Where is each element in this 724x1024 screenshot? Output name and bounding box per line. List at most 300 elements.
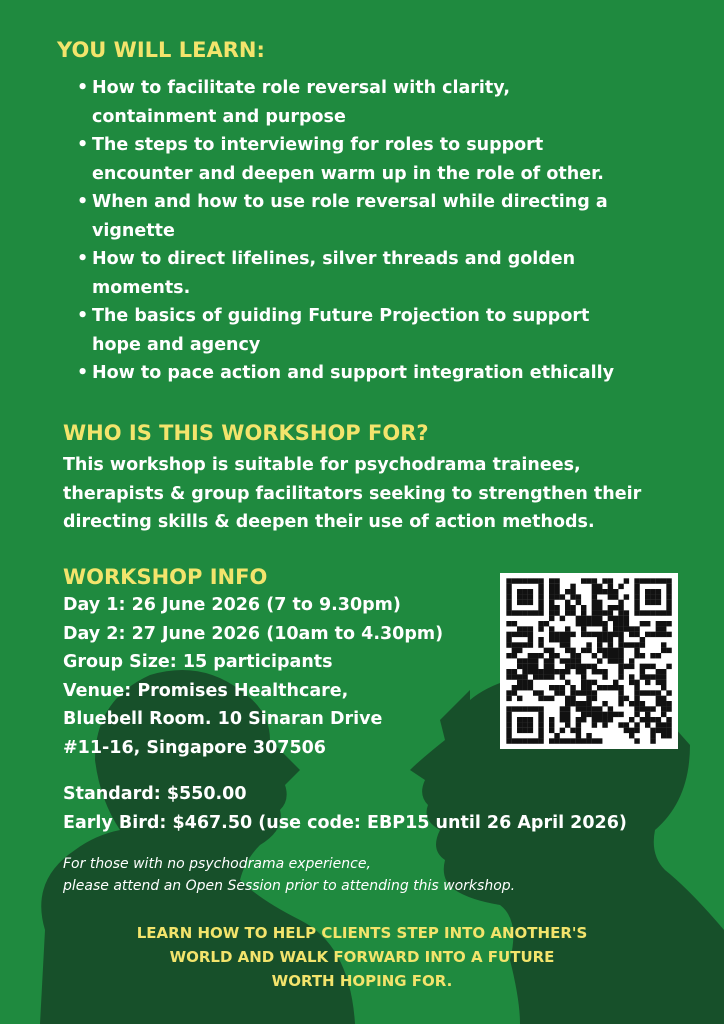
qr-module <box>661 728 666 733</box>
qr-module <box>538 669 543 674</box>
qr-module <box>570 653 575 658</box>
qr-module <box>581 616 586 621</box>
qr-module <box>565 706 570 711</box>
qr-module <box>538 738 543 743</box>
qr-module <box>517 642 522 647</box>
qr-module <box>512 648 517 653</box>
qr-module <box>565 610 570 615</box>
qr-module <box>522 642 527 647</box>
price-early-bird: Early Bird: $467.50 (use code: EBP15 until 26 April 2026) <box>63 812 627 833</box>
qr-module <box>538 637 543 642</box>
qr-module <box>650 589 655 594</box>
qr-module <box>506 578 511 583</box>
qr-module <box>629 680 634 685</box>
qr-module <box>650 690 655 695</box>
qr-module <box>613 589 618 594</box>
qr-module <box>581 701 586 706</box>
qr-module <box>506 712 511 717</box>
qr-module <box>656 621 661 626</box>
qr-module <box>586 664 591 669</box>
qr-module <box>592 610 597 615</box>
qr-module <box>533 653 538 658</box>
qr-module <box>554 610 559 615</box>
qr-module <box>666 717 671 722</box>
info-day2: Day 2: 27 June 2026 (10am to 4.30pm) <box>63 623 444 644</box>
qr-module <box>656 669 661 674</box>
qr-module <box>602 712 607 717</box>
qr-module <box>517 680 522 685</box>
prerequisite-note <box>63 853 515 897</box>
cta-line: WORLD AND WALK FORWARD INTO A FUTURE <box>169 948 555 966</box>
qr-module <box>506 605 511 610</box>
qr-module <box>608 648 613 653</box>
qr-module <box>528 664 533 669</box>
note-line: For those with no psychodrama experience, <box>63 856 371 872</box>
qr-module <box>544 696 549 701</box>
learn-item <box>77 74 614 131</box>
qr-module <box>618 722 623 727</box>
qr-module <box>565 738 570 743</box>
qr-module <box>634 685 639 690</box>
qr-module <box>517 674 522 679</box>
qr-module <box>656 589 661 594</box>
info-day1: Day 1: 26 June 2026 (7 to 9.30pm) <box>63 595 401 615</box>
qr-module <box>538 653 543 658</box>
qr-module <box>629 658 634 663</box>
qr-module <box>512 685 517 690</box>
qr-module <box>645 589 650 594</box>
qr-module <box>656 653 661 658</box>
qr-module <box>528 578 533 583</box>
qr-module <box>597 605 602 610</box>
qr-module <box>554 637 559 642</box>
qr-module <box>666 664 671 669</box>
qr-module <box>512 706 517 711</box>
qr-module <box>602 653 607 658</box>
qr-module <box>538 584 543 589</box>
qr-module <box>640 706 645 711</box>
qr-module <box>570 594 575 599</box>
qr-module <box>560 637 565 642</box>
learn-item <box>77 245 614 302</box>
qr-module <box>656 674 661 679</box>
qr-module <box>634 605 639 610</box>
qr-module <box>645 578 650 583</box>
qr-module <box>602 701 607 706</box>
qr-module <box>613 658 618 663</box>
qr-module <box>592 621 597 626</box>
qr-module <box>592 738 597 743</box>
qr-module <box>656 722 661 727</box>
learn-item <box>77 302 614 359</box>
qr-module <box>570 738 575 743</box>
qr-module <box>512 690 517 695</box>
qr-module <box>586 621 591 626</box>
qr-module <box>618 685 623 690</box>
qr-module <box>661 669 666 674</box>
call-to-action <box>0 921 724 993</box>
qr-module <box>661 733 666 738</box>
qr-module <box>517 717 522 722</box>
qr-module <box>512 578 517 583</box>
learn-heading: YOU WILL LEARN: <box>57 38 265 62</box>
qr-module <box>522 658 527 663</box>
qr-module <box>666 578 671 583</box>
qr-module <box>666 722 671 727</box>
qr-module <box>581 685 586 690</box>
qr-module <box>581 669 586 674</box>
qr-module <box>544 621 549 626</box>
qr-module <box>528 589 533 594</box>
qr-module <box>522 680 527 685</box>
qr-module <box>618 653 623 658</box>
qr-module <box>597 600 602 605</box>
qr-module <box>581 690 586 695</box>
qr-module <box>565 701 570 706</box>
qr-module <box>576 669 581 674</box>
qr-module <box>650 610 655 615</box>
qr-module <box>581 680 586 685</box>
qr-module <box>613 616 618 621</box>
qr-module <box>634 610 639 615</box>
qr-module <box>549 626 554 631</box>
qr-module <box>618 664 623 669</box>
qr-module <box>661 578 666 583</box>
qr-module <box>597 685 602 690</box>
qr-module <box>554 632 559 637</box>
qr-module <box>666 701 671 706</box>
qr-module <box>554 594 559 599</box>
bullet-icon: • <box>77 135 89 155</box>
qr-module <box>538 626 543 631</box>
qr-module <box>624 594 629 599</box>
qr-module <box>666 632 671 637</box>
qr-module <box>613 653 618 658</box>
qr-module <box>597 589 602 594</box>
qr-module <box>656 578 661 583</box>
qr-module <box>549 658 554 663</box>
qr-module <box>640 717 645 722</box>
qr-module <box>629 674 634 679</box>
qr-module <box>656 690 661 695</box>
learn-item-line: The steps to interviewing for roles to support <box>92 135 544 155</box>
qr-module <box>528 728 533 733</box>
qr-module <box>666 621 671 626</box>
qr-module <box>554 653 559 658</box>
qr-module <box>517 738 522 743</box>
qr-module <box>522 594 527 599</box>
qr-module <box>629 733 634 738</box>
qr-module <box>517 626 522 631</box>
qr-module <box>512 610 517 615</box>
qr-module <box>506 632 511 637</box>
qr-module <box>544 648 549 653</box>
qr-module <box>560 712 565 717</box>
qr-module <box>560 674 565 679</box>
qr-module <box>608 685 613 690</box>
qr-module <box>570 696 575 701</box>
qr-module <box>522 664 527 669</box>
qr-module <box>522 626 527 631</box>
qr-module <box>554 578 559 583</box>
qr-module <box>592 589 597 594</box>
qr-module <box>586 733 591 738</box>
qr-module <box>506 589 511 594</box>
qr-module <box>618 621 623 626</box>
qr-module <box>544 674 549 679</box>
qr-module <box>666 728 671 733</box>
qr-module <box>586 690 591 695</box>
qr-module <box>581 648 586 653</box>
qr-module <box>592 722 597 727</box>
qr-module <box>565 658 570 663</box>
qr-module <box>549 610 554 615</box>
qr-module <box>613 648 618 653</box>
qr-module <box>602 632 607 637</box>
qr-module <box>608 594 613 599</box>
qr-module <box>613 680 618 685</box>
qr-module <box>517 578 522 583</box>
qr-module <box>506 733 511 738</box>
qr-module <box>597 658 602 663</box>
qr-module <box>576 621 581 626</box>
qr-module <box>512 674 517 679</box>
qr-module <box>650 600 655 605</box>
qr-module <box>581 632 586 637</box>
audience-line: therapists & group facilitators seeking to strengthen their <box>63 483 642 504</box>
qr-module <box>533 706 538 711</box>
info-details <box>63 591 443 762</box>
qr-module <box>506 594 511 599</box>
qr-module <box>528 706 533 711</box>
qr-module <box>554 738 559 743</box>
qr-module <box>522 738 527 743</box>
qr-module <box>549 637 554 642</box>
qr-module <box>549 648 554 653</box>
qr-module <box>528 632 533 637</box>
qr-module <box>618 610 623 615</box>
qr-module <box>624 616 629 621</box>
qr-module <box>570 584 575 589</box>
qr-module <box>592 664 597 669</box>
qr-module <box>565 637 570 642</box>
qr-module <box>549 722 554 727</box>
qr-module <box>506 637 511 642</box>
qr-module <box>549 584 554 589</box>
qr-module <box>602 722 607 727</box>
qr-module <box>538 600 543 605</box>
qr-module <box>538 605 543 610</box>
qr-module <box>538 578 543 583</box>
qr-module <box>565 680 570 685</box>
qr-module <box>666 600 671 605</box>
qr-module <box>528 653 533 658</box>
qr-module <box>506 653 511 658</box>
qr-module <box>549 674 554 679</box>
info-heading: WORKSHOP INFO <box>63 565 268 589</box>
qr-module <box>656 680 661 685</box>
qr-module <box>666 584 671 589</box>
qr-module <box>565 642 570 647</box>
qr-module <box>645 706 650 711</box>
qr-module <box>528 669 533 674</box>
qr-module <box>506 584 511 589</box>
qr-module <box>634 589 639 594</box>
qr-module <box>576 600 581 605</box>
qr-module <box>506 717 511 722</box>
qr-module <box>640 637 645 642</box>
qr-module <box>602 685 607 690</box>
qr-module <box>650 664 655 669</box>
qr-module <box>528 626 533 631</box>
qr-module <box>554 584 559 589</box>
qr-module <box>576 738 581 743</box>
qr-module <box>666 733 671 738</box>
qr-module <box>565 605 570 610</box>
qr-module <box>512 632 517 637</box>
qr-module <box>645 632 650 637</box>
qr-module <box>549 669 554 674</box>
qr-module <box>517 610 522 615</box>
qr-module <box>528 642 533 647</box>
qr-module <box>544 658 549 663</box>
qr-module <box>560 642 565 647</box>
qr-module <box>608 584 613 589</box>
qr-module <box>581 706 586 711</box>
audience-heading: WHO IS THIS WORKSHOP FOR? <box>63 421 429 445</box>
qr-module <box>661 610 666 615</box>
qr-module <box>661 626 666 631</box>
qr-module <box>661 674 666 679</box>
qr-module <box>565 696 570 701</box>
qr-module <box>650 728 655 733</box>
qr-module <box>512 738 517 743</box>
qr-module <box>629 664 634 669</box>
qr-module <box>634 728 639 733</box>
qr-module <box>592 690 597 695</box>
qr-module <box>650 594 655 599</box>
qr-module <box>656 701 661 706</box>
qr-module <box>522 706 527 711</box>
price-standard: Standard: $550.00 <box>63 784 247 804</box>
qr-module <box>666 610 671 615</box>
qr-module <box>549 594 554 599</box>
qr-module <box>629 632 634 637</box>
qr-module <box>640 610 645 615</box>
qr-module <box>570 701 575 706</box>
qr-module <box>538 733 543 738</box>
qr-module <box>506 706 511 711</box>
qr-module <box>597 717 602 722</box>
qr-module <box>592 616 597 621</box>
qr-module <box>640 664 645 669</box>
audience-line: directing skills & deepen their use of action methods. <box>63 512 595 532</box>
qr-module <box>586 632 591 637</box>
qr-module <box>618 632 623 637</box>
qr-module <box>624 696 629 701</box>
qr-module <box>656 610 661 615</box>
qr-module <box>565 632 570 637</box>
qr-module <box>624 664 629 669</box>
qr-module <box>613 685 618 690</box>
qr-module <box>666 605 671 610</box>
qr-module <box>661 696 666 701</box>
qr-module <box>640 642 645 647</box>
qr-module <box>506 674 511 679</box>
qr-module <box>618 701 623 706</box>
qr-module <box>538 722 543 727</box>
qr-code-icon[interactable] <box>500 573 678 749</box>
qr-module <box>581 626 586 631</box>
info-venue-address: #11-16, Singapore 307506 <box>63 737 326 758</box>
qr-module <box>586 685 591 690</box>
qr-module <box>549 738 554 743</box>
learn-item <box>77 131 614 188</box>
qr-module <box>565 589 570 594</box>
qr-module <box>506 621 511 626</box>
qr-module <box>522 717 527 722</box>
qr-module <box>592 696 597 701</box>
qr-module <box>512 642 517 647</box>
qr-module <box>650 738 655 743</box>
qr-module <box>538 642 543 647</box>
qr-module <box>666 589 671 594</box>
qr-module <box>522 674 527 679</box>
qr-module <box>602 610 607 615</box>
qr-module <box>629 642 634 647</box>
qr-module <box>597 738 602 743</box>
qr-module <box>538 728 543 733</box>
qr-module <box>528 717 533 722</box>
qr-module <box>618 616 623 621</box>
qr-module <box>645 712 650 717</box>
qr-module <box>549 600 554 605</box>
qr-module <box>602 717 607 722</box>
qr-module <box>624 578 629 583</box>
qr-module <box>618 584 623 589</box>
qr-module <box>544 669 549 674</box>
qr-module <box>565 669 570 674</box>
qr-module <box>581 712 586 717</box>
qr-module <box>592 584 597 589</box>
qr-module <box>618 642 623 647</box>
qr-module <box>560 669 565 674</box>
qr-module <box>613 712 618 717</box>
qr-module <box>666 648 671 653</box>
qr-module <box>592 594 597 599</box>
qr-module <box>586 696 591 701</box>
qr-module <box>634 690 639 695</box>
qr-module <box>528 658 533 663</box>
learn-item-line: containment and purpose <box>92 106 346 127</box>
qr-module <box>592 717 597 722</box>
qr-module <box>522 578 527 583</box>
qr-module <box>634 706 639 711</box>
qr-module <box>656 728 661 733</box>
qr-module <box>533 578 538 583</box>
qr-module <box>528 594 533 599</box>
qr-module <box>597 637 602 642</box>
qr-module <box>538 674 543 679</box>
qr-module <box>570 605 575 610</box>
qr-module <box>613 632 618 637</box>
qr-module <box>613 626 618 631</box>
qr-module <box>634 680 639 685</box>
qr-module <box>634 648 639 653</box>
qr-module <box>608 605 613 610</box>
qr-module <box>624 610 629 615</box>
audience-line: This workshop is suitable for psychodrama trainees, <box>63 455 581 475</box>
